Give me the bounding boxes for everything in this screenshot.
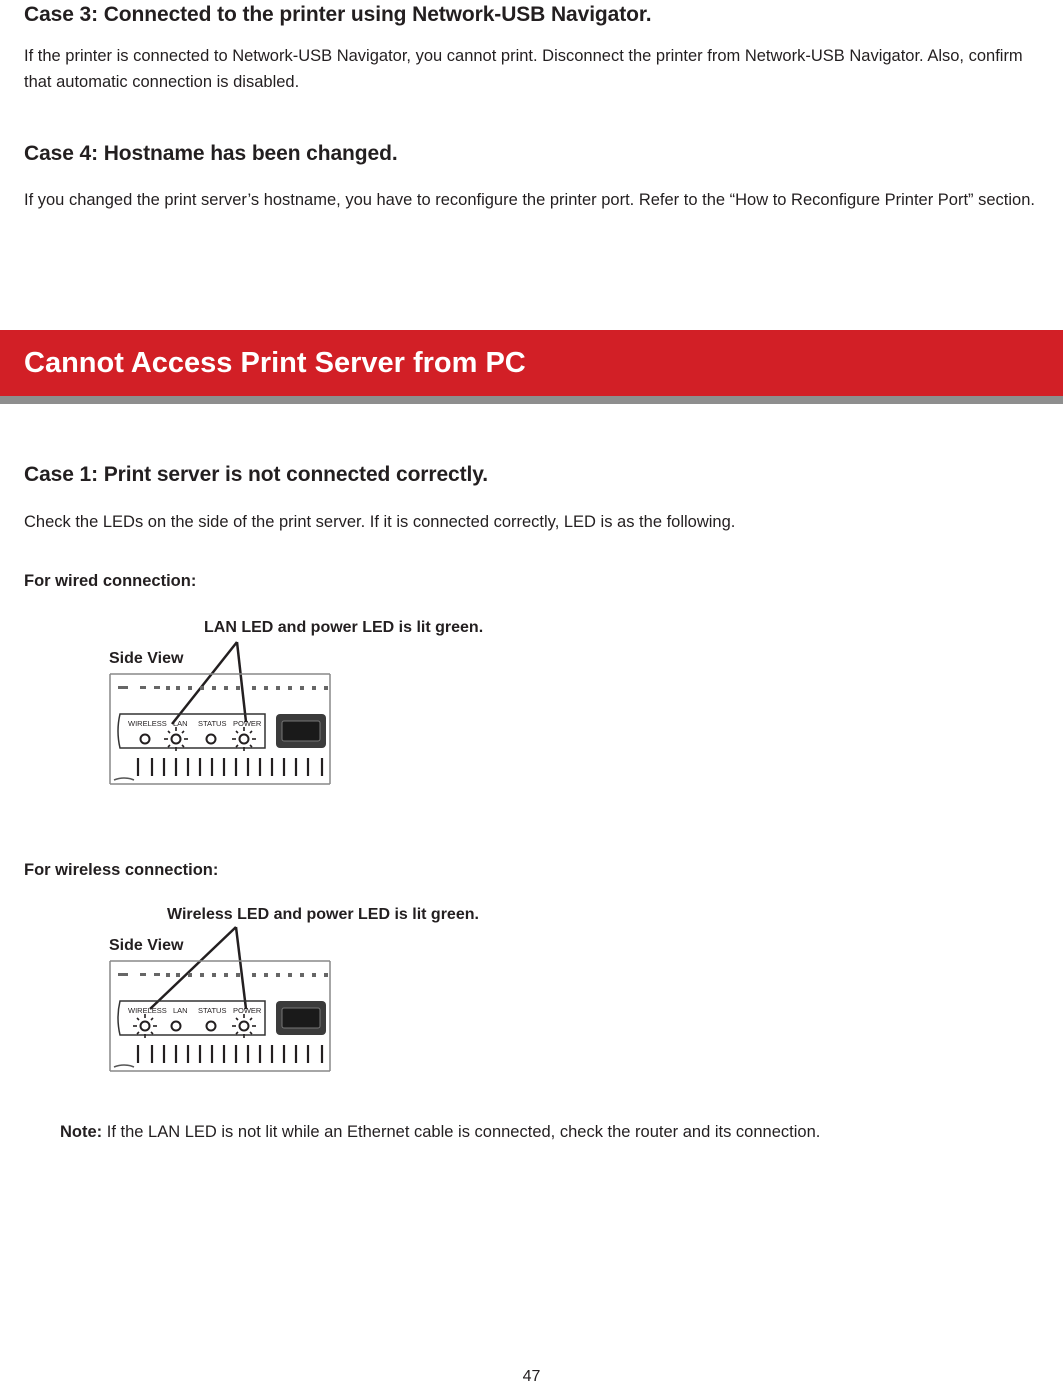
wired-led-status-off bbox=[207, 735, 216, 744]
wired-led-label-wireless: WIRELESS bbox=[128, 719, 167, 728]
wired-led-label-lan: LAN bbox=[173, 719, 188, 728]
wireless-led-label-status: STATUS bbox=[198, 1006, 227, 1015]
wired-usb-port bbox=[276, 714, 326, 748]
wireless-print-server-side bbox=[110, 961, 330, 1071]
wired-side-view-figure bbox=[100, 608, 520, 793]
section-banner bbox=[0, 330, 1063, 396]
case4-heading: Case 4: Hostname has been changed. bbox=[24, 142, 398, 165]
case1-heading: Case 1: Print server is not connected correctly. bbox=[24, 463, 488, 486]
note bbox=[60, 1120, 820, 1144]
wired-side-view-label: Side View bbox=[109, 650, 184, 667]
wireless-led-status-off bbox=[207, 1022, 216, 1031]
wired-connection-label: For wired connection: bbox=[24, 572, 197, 590]
wireless-led-label-lan: LAN bbox=[173, 1006, 188, 1015]
section-title: Cannot Access Print Server from PC bbox=[24, 347, 526, 379]
case3-body: If the printer is connected to Network-USB Navigator, you cannot print. Disconnect the printer from Network-USB Navigator. Also, confirm that automatic connection is disabled. bbox=[24, 47, 1023, 91]
wireless-side-view-figure bbox=[100, 895, 520, 1080]
note-label: Note: bbox=[60, 1123, 103, 1141]
wired-callout-line-power bbox=[237, 642, 246, 722]
wireless-callout-line-power bbox=[236, 927, 246, 1009]
wireless-side-view-label: Side View bbox=[109, 937, 184, 954]
wired-callout: LAN LED and power LED is lit green. bbox=[204, 619, 484, 636]
case1-body: Check the LEDs on the side of the print server. If it is connected correctly, LED is as the following. bbox=[24, 513, 736, 531]
wireless-led-lan-off bbox=[172, 1022, 181, 1031]
wireless-usb-port bbox=[276, 1001, 326, 1035]
wired-led-wireless-off bbox=[141, 735, 150, 744]
wireless-connection-label: For wireless connection: bbox=[24, 861, 219, 879]
note-text: If the LAN LED is not lit while an Ethernet cable is connected, check the router and its connection. bbox=[102, 1123, 821, 1141]
case4-body: If you changed the print server’s hostname, you have to reconfigure the printer port. Refer to the “How to Reconfigure Printer Port” section. bbox=[24, 191, 1035, 209]
wireless-led-label-wireless: WIRELESS bbox=[128, 1006, 167, 1015]
wired-led-label-power: POWER bbox=[233, 719, 262, 728]
wired-led-label-status: STATUS bbox=[198, 719, 227, 728]
page-number: 47 bbox=[522, 1368, 541, 1385]
wireless-led-label-power: POWER bbox=[233, 1006, 262, 1015]
wired-print-server-side bbox=[110, 674, 330, 784]
wireless-callout: Wireless LED and power LED is lit green. bbox=[167, 906, 479, 923]
section-divider bbox=[0, 396, 1063, 404]
case3-heading: Case 3: Connected to the printer using Network-USB Navigator. bbox=[24, 3, 652, 26]
